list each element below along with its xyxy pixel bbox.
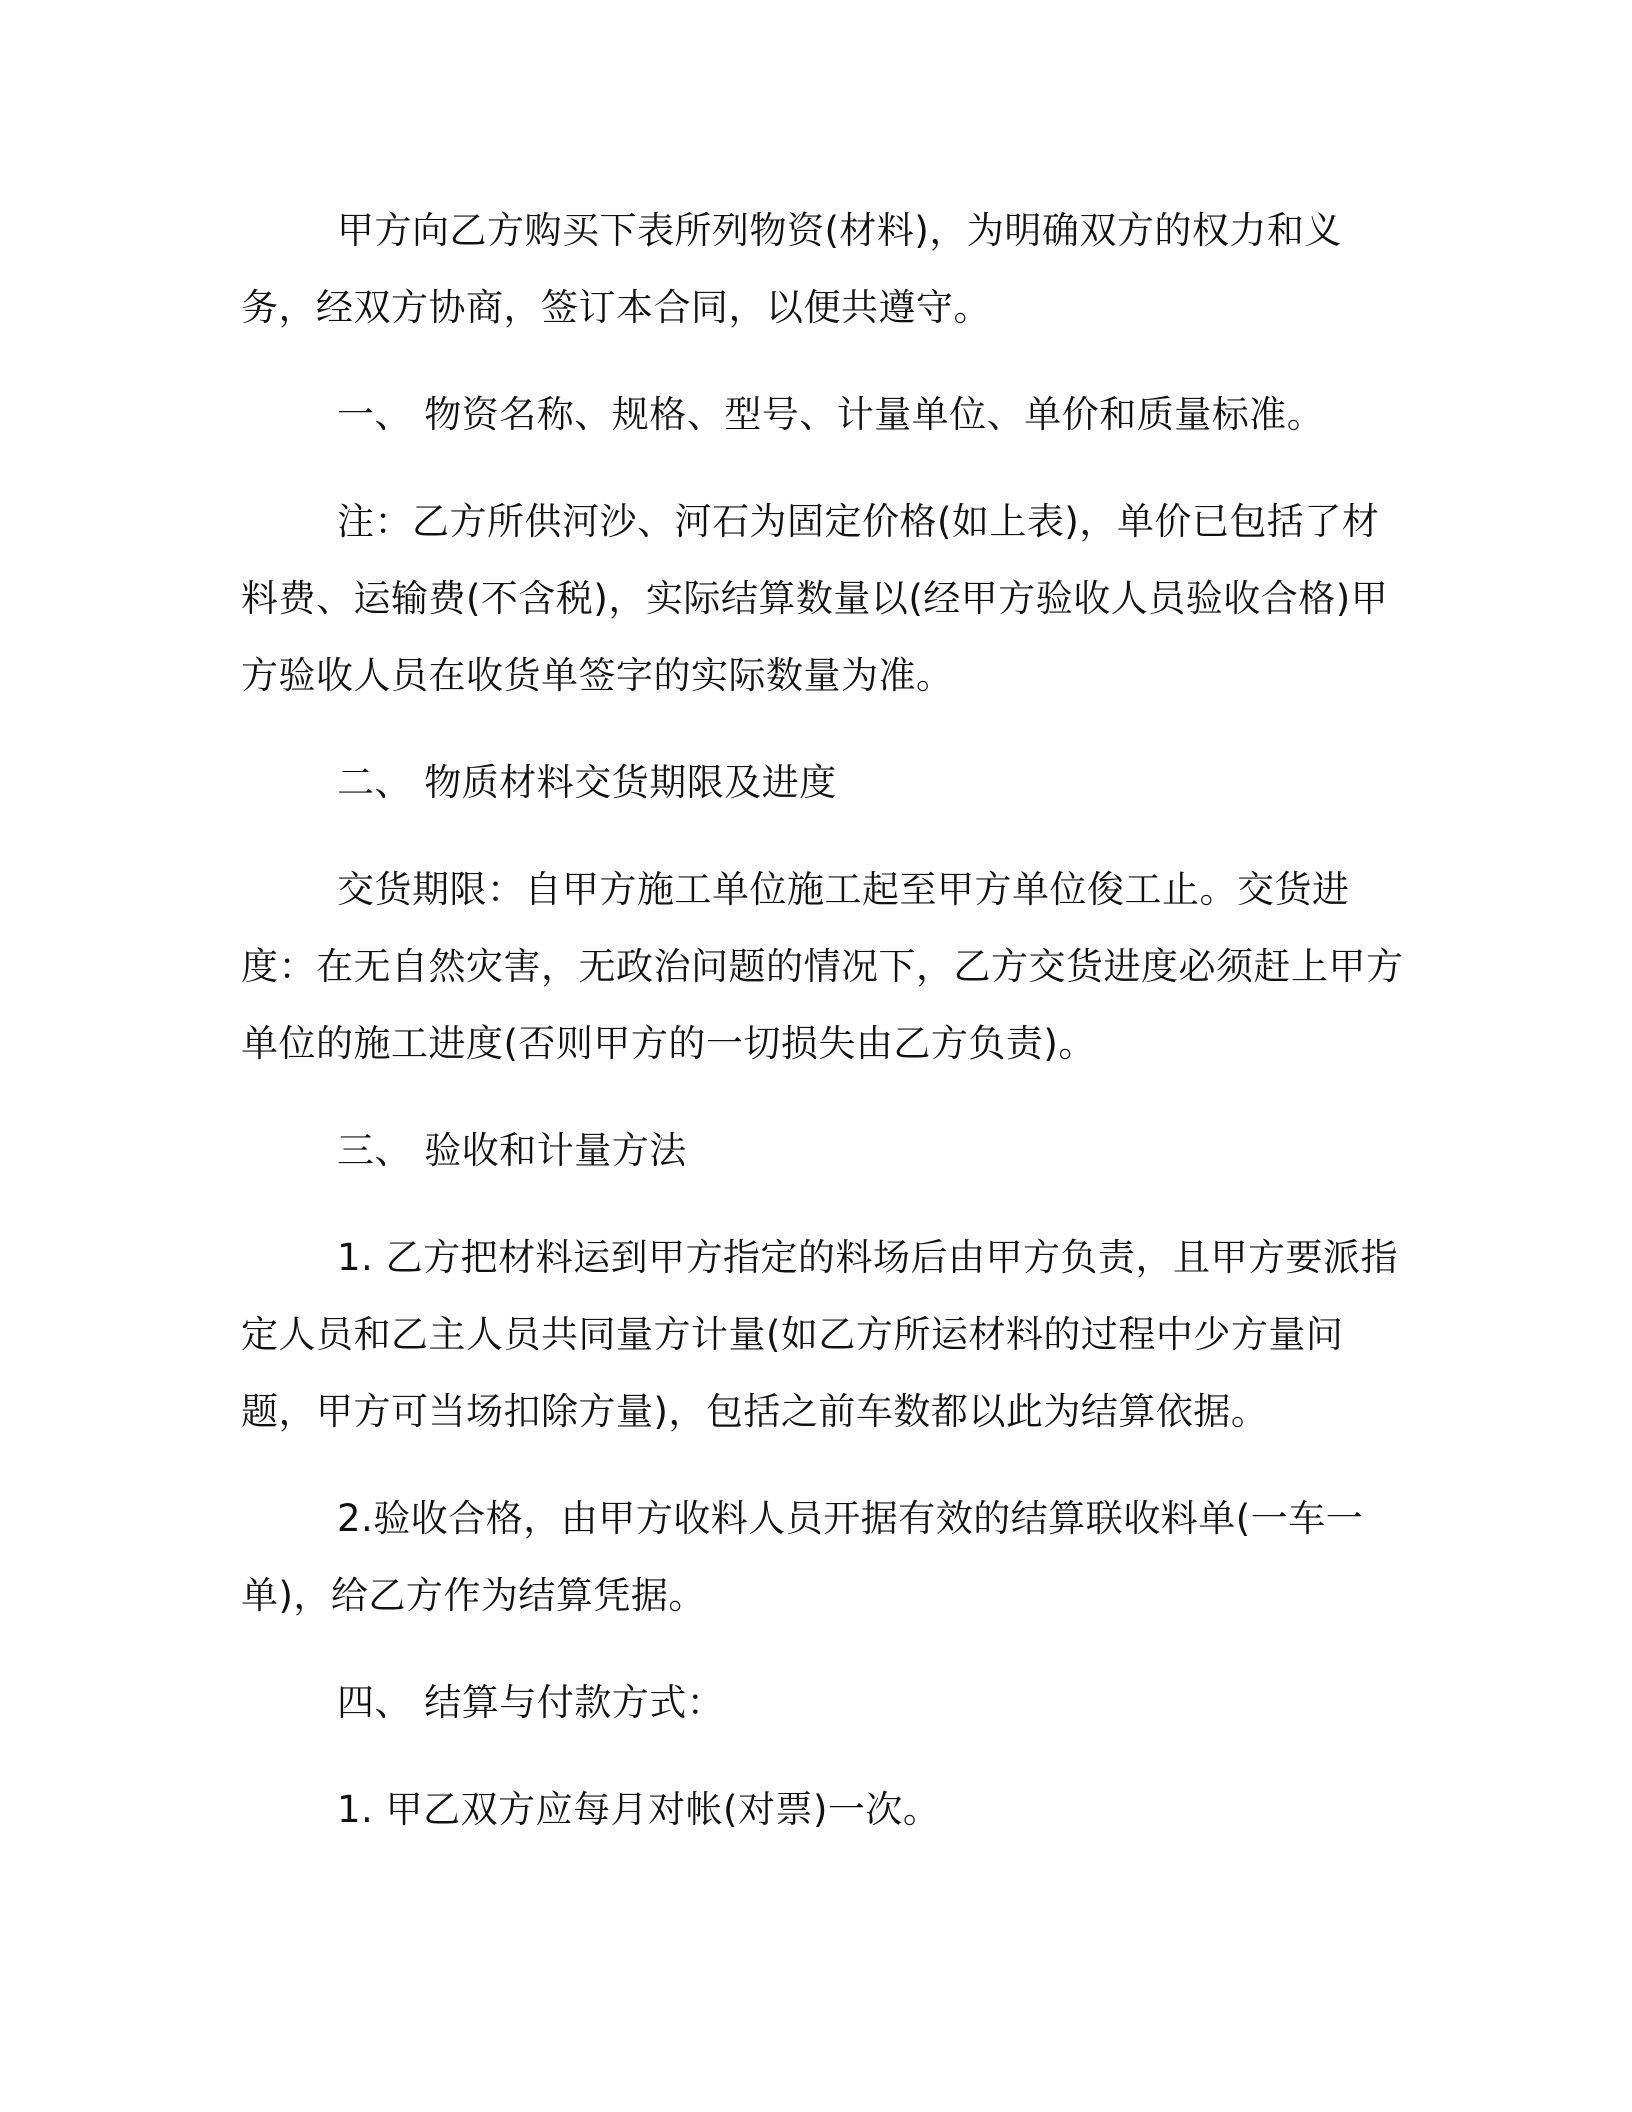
section-3-item-2-paragraph: 2.验收合格，由甲方收料人员开据有效的结算联收料单(一车一单)，给乙方作为结算凭据。 <box>241 1497 1364 1617</box>
section-3-item-1-paragraph: 1. 乙方把材料运到甲方指定的料场后由甲方负责，且甲方要派指定人员和乙主人员共同量方计量(如乙方所运材料的过程中少方量问题，甲方可当场扣除方量)，包括之前车数都以此为结算依据。 <box>241 1236 1399 1433</box>
section-1-heading: 一、 物资名称、规格、型号、计量单位、单价和质量标准。 <box>337 393 1325 436</box>
section-4-item-1-paragraph: 1. 甲乙双方应每月对帐(对票)一次。 <box>337 1788 941 1831</box>
section-1-note-paragraph: 注：乙方所供河沙、河石为固定价格(如上表)，单价已包括了材料费、运输费(不含税)，实际结算数量以(经甲方验收人员验收合格)甲方验收人员在收货单签字的实际数量为准。 <box>241 500 1389 697</box>
section-4-heading: 四、 结算与付款方式： <box>337 1681 725 1724</box>
document-body <box>241 192 1411 1848</box>
section-2-heading: 二、 物质材料交货期限及进度 <box>337 761 837 804</box>
intro-paragraph: 甲方向乙方购买下表所列物资(材料)，为明确双方的权力和义务，经双方协商，签订本合同，以便共遵守。 <box>241 209 1342 329</box>
section-3-heading: 三、 验收和计量方法 <box>337 1129 687 1172</box>
section-2-delivery-paragraph: 交货期限：自甲方施工单位施工起至甲方单位俊工止。交货进度：在无自然灾害，无政治问题的情况下，乙方交货进度必须赶上甲方单位的施工进度(否则甲方的一切损失由乙方负责)。 <box>241 868 1404 1065</box>
